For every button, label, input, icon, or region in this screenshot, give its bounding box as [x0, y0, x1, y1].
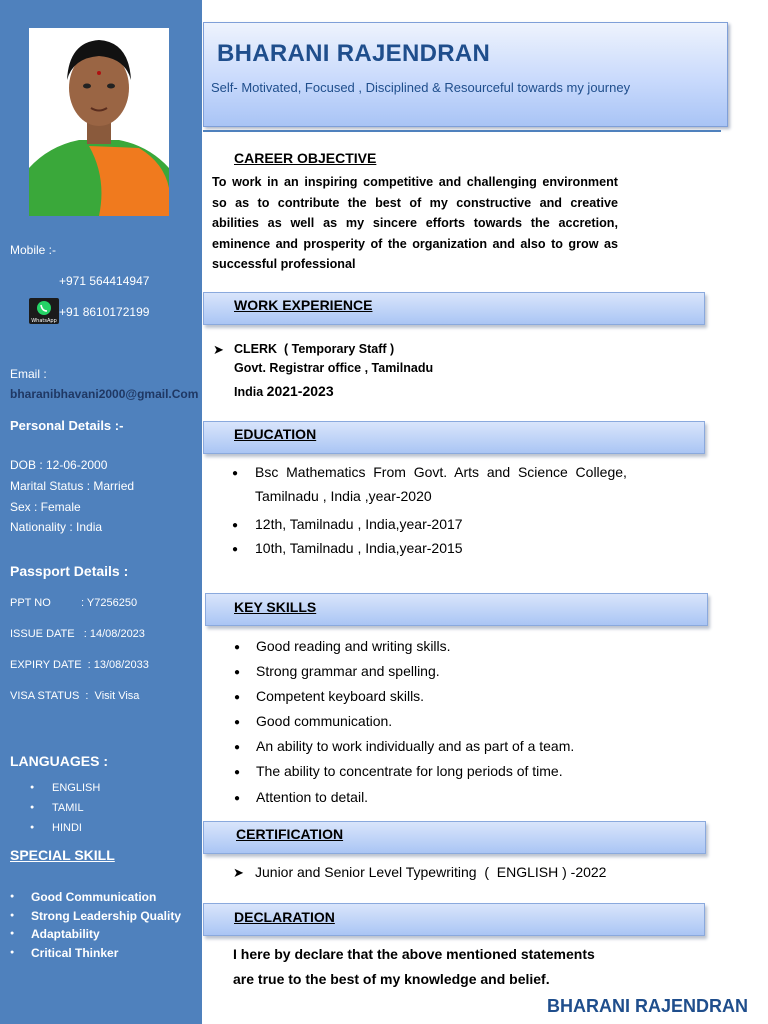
phone-uae: +971 564414947 — [59, 274, 150, 288]
personal-details-heading: Personal Details :- — [10, 418, 124, 433]
special-skill-item: ● Adaptability — [10, 925, 181, 944]
work-experience-heading: WORK EXPERIENCE — [234, 297, 373, 313]
language-item: ● TAMIL — [30, 798, 100, 818]
bullet: ● — [234, 692, 241, 703]
bullet: ● — [232, 544, 239, 555]
key-skill-item: Good reading and writing skills. — [256, 638, 451, 654]
bullet: ● — [234, 667, 241, 678]
ppt-value: : Y7256250 — [81, 597, 138, 609]
mobile-label: Mobile :- — [10, 243, 57, 257]
declaration-line-2: are true to the best of my knowledge and belief. — [233, 971, 550, 987]
education-item-2: 12th, Tamilnadu , India,year-2017 — [255, 516, 463, 532]
key-skill-item: Strong grammar and spelling. — [256, 663, 440, 679]
arrow-bullet: ➤ — [213, 342, 224, 357]
key-skill-item: Good communication. — [256, 713, 393, 729]
arrow-bullet: ➤ — [233, 865, 244, 880]
job-title: CLERK ( Temporary Staff ) — [234, 342, 395, 356]
declaration-heading: DECLARATION — [234, 909, 335, 925]
tagline: Self- Motivated, Focused , Disciplined & Resourceful towards my journey — [211, 80, 631, 95]
key-skill-item: An ability to work individually and as part of a team. — [256, 738, 575, 754]
key-skill-item: The ability to concentrate for long periods of time. — [256, 763, 563, 779]
bullet: ● — [234, 742, 241, 753]
email-address[interactable]: bharanibhavani2000@gmail.Com — [10, 387, 199, 401]
candidate-name: BHARANI RAJENDRAN — [217, 40, 491, 67]
special-skills-list — [10, 888, 181, 962]
job-location-period — [234, 383, 334, 399]
phone-india: +91 8610172199 — [59, 305, 150, 319]
bullet: ● — [234, 642, 241, 653]
certification-heading: CERTIFICATION — [236, 826, 344, 842]
education-item-3: 10th, Tamilnadu , India,year-2015 — [255, 540, 463, 556]
languages-heading: LANGUAGES : — [10, 753, 108, 769]
visa-status: VISA STATUS : Visit Visa — [10, 690, 140, 702]
bullet: ● — [232, 520, 239, 531]
bullet: ● — [232, 468, 239, 479]
sidebar — [0, 0, 202, 1024]
special-skill-item: ● Strong Leadership Quality — [10, 907, 181, 926]
career-objective-heading: CAREER OBJECTIVE — [234, 150, 377, 166]
passport-heading: Passport Details : — [10, 563, 129, 579]
nationality: Nationality : India — [10, 520, 103, 534]
job-country: India — [234, 385, 267, 399]
language-item: ● ENGLISH — [30, 778, 100, 798]
education-heading: EDUCATION — [234, 426, 317, 442]
declaration-line-1: I here by declare that the above mentioned statements — [233, 946, 595, 962]
special-skill-item: ● Good Communication — [10, 888, 181, 907]
career-objective-text: To work in an inspiring competitive and challenging environment so as to contribute the best of my constructive and creative abilities as well as my sincere efforts towards the accretion, eminence and prosperity of the organization and also to grow as successful professional — [212, 175, 618, 271]
education-item-1-line-2: Tamilnadu , India ,year-2020 — [255, 488, 432, 504]
key-skills-heading: KEY SKILLS — [234, 599, 317, 615]
key-skill-item: Attention to detail. — [256, 789, 369, 805]
signature-name: BHARANI RAJENDRAN — [547, 996, 749, 1016]
whatsapp-icon-text: WhatsApp — [31, 318, 57, 324]
job-years: 2021-2023 — [266, 383, 334, 399]
bullet: ● — [234, 767, 241, 778]
whatsapp-icon — [29, 298, 59, 324]
education-item-1-line-1: Bsc Mathematics From Govt. Arts and Science College, — [255, 464, 627, 480]
email-label: Email : — [10, 367, 47, 381]
job-organization: Govt. Registrar office , Tamilnadu — [234, 361, 434, 375]
profile-photo — [29, 28, 169, 216]
issue-date: ISSUE DATE : 14/08/2023 — [10, 628, 145, 640]
special-skill-heading: SPECIAL SKILL — [10, 847, 115, 863]
certification-item: Junior and Senior Level Typewriting ( ENGLISH ) -2022 — [255, 864, 607, 880]
key-skill-item: Competent keyboard skills. — [256, 688, 425, 704]
language-item: ● HINDI — [30, 818, 100, 838]
languages-list — [10, 778, 100, 838]
marital-status: Marital Status : Married — [10, 479, 135, 493]
special-skill-item: ● Critical Thinker — [10, 944, 181, 963]
sex: Sex : Female — [10, 500, 81, 514]
ppt-label: PPT NO — [10, 597, 51, 609]
dob: DOB : 12-06-2000 — [10, 458, 108, 472]
title-divider — [203, 130, 721, 132]
title-box — [203, 22, 728, 127]
bullet: ● — [234, 793, 241, 804]
expiry-date: EXPIRY DATE : 13/08/2033 — [10, 659, 149, 671]
bullet: ● — [234, 717, 241, 728]
